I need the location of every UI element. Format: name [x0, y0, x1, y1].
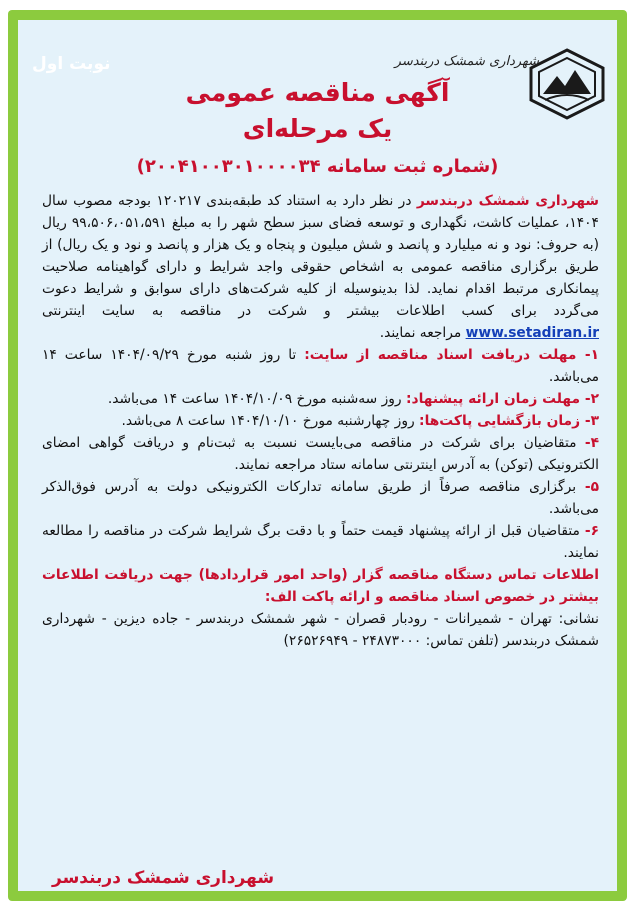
condition-item-3	[42, 410, 599, 432]
condition-text: روز چهارشنبه مورخ ۱۴۰۴/۱۰/۱۰ ساعت ۸ می‌باشد.	[121, 413, 420, 429]
logo-caption: شهرداری شمشک دربندسر	[394, 54, 539, 69]
registration-number: (شماره ثبت سامانه ۲۰۰۴۱۰۰۳۰۱۰۰۰۰۳۴)	[136, 156, 499, 177]
condition-item-1	[42, 344, 599, 388]
intro-text-end: مراجعه نمایند.	[379, 325, 466, 341]
ad-frame	[8, 10, 627, 901]
signature: شهرداری شمشک دربندسر	[52, 868, 275, 888]
intro-text: در نظر دارد به استناد کد طبقه‌بندی ۱۲۰۲۱۷ بودجه مصوب سال ۱۴۰۴، عملیات کاشت، نگهداری و توسعه فضای سبز سطح شهر را به مبلغ ۹۹،۵۰۶،۰۵۱،۵۹۱ ریال (به حروف: نود و نه میلیارد و پانصد و شش میلیون و پنجاه و یک هزار و پانصد و نود و یک ریال) از طریق برگزاری مناقصه عمومی به اشخاص حقوقی واجد شرایط و دارای گواهینامه صلاحیت پیمانکاری مرتبط اقدام نماید. لذا بدینوسیله از کلیه شرکت‌های دارای سوابق و شرایط دعوت می‌گردد برای کسب اطلاعات بیشتر و شرکت در مناقصه به سایت اینترنتی	[42, 193, 599, 319]
intro-paragraph	[42, 190, 599, 344]
org-name: شهرداری شمشک دربندسر	[416, 193, 600, 209]
condition-item-2	[42, 388, 599, 410]
condition-text: تا روز شنبه مورخ ۱۴۰۴/۰۹/۲۹ ساعت ۱۴ می‌باشد.	[42, 347, 599, 385]
setad-link[interactable]: www.setadiran.ir	[465, 325, 599, 341]
contact-heading: اطلاعات تماس دستگاه مناقصه گزار (واحد امور قراردادها) جهت دریافت اطلاعات بیشتر در خصوص اسناد مناقصه و ارائه پاکت الف:	[42, 567, 599, 605]
condition-text: برگزاری مناقصه صرفاً از طریق سامانه تدارکات الکترونیکی دولت به آدرس فوق‌الذکر می‌باشد.	[42, 479, 599, 517]
condition-item-5	[42, 476, 599, 520]
condition-item-6	[42, 520, 599, 564]
condition-text: روز سه‌شنبه مورخ ۱۴۰۴/۱۰/۰۹ ساعت ۱۴ می‌باشد.	[107, 391, 406, 407]
condition-label: ۳- زمان بازگشایی پاکت‌ها:	[419, 413, 599, 429]
contact-address: نشانی: تهران - شمیرانات - رودبار قصران - شهر شمشک دربندسر - جاده دیزین - شهرداری شمشک دربندسر (تلفن تماس: ۲۴۸۷۳۰۰۰ - ۲۶۵۲۶۹۴۹)	[42, 611, 599, 649]
condition-text: متقاضیان برای شرکت در مناقصه می‌بایست نسبت به ثبت‌نام و دریافت گواهی امضای الکترونیکی (توکن) به آدرس اینترنتی سامانه ستاد مراجعه نمایند.	[42, 435, 599, 473]
condition-item-4	[42, 432, 599, 476]
ad-panel	[18, 20, 617, 891]
condition-label: ۱- مهلت دریافت اسناد مناقصه از سایت:	[304, 347, 599, 363]
condition-label: ۴-	[584, 435, 599, 451]
condition-label: ۲- مهلت زمان ارائه پیشنهاد:	[405, 391, 599, 407]
ad-subtitle: یک مرحله‌ای	[242, 114, 393, 143]
edition-badge: نوبت اول	[32, 54, 111, 74]
ad-body	[42, 190, 599, 652]
condition-label: ۵-	[584, 479, 599, 495]
condition-label: ۶-	[584, 523, 599, 539]
condition-text: متقاضیان قبل از ارائه پیشنهاد قیمت حتماً و با دقت برگ شرایط شرکت در مناقصه را مطالعه نمایند.	[42, 523, 599, 561]
ad-title: آگهی مناقصه عمومی	[185, 78, 450, 107]
